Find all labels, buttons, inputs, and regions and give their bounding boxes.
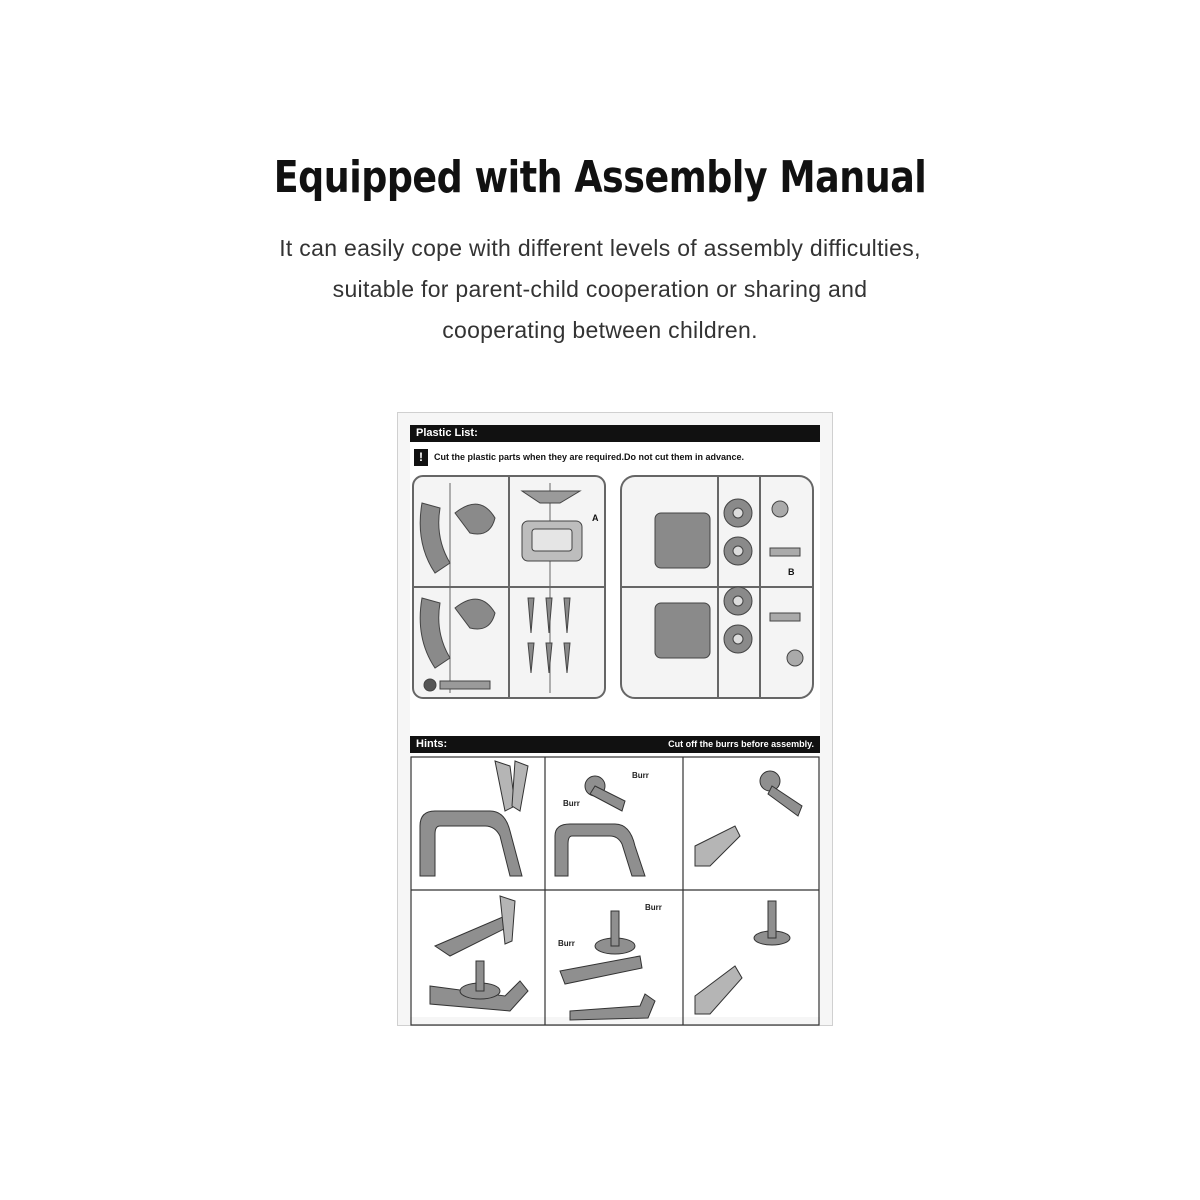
burr-label-1: Burr: [632, 771, 649, 780]
hints-label: Hints:: [416, 738, 448, 750]
description: [200, 228, 1000, 351]
description-line-2: suitable for parent-child cooperation or sharing and: [332, 276, 868, 302]
description-line-1: It can easily cope with different levels of assembly difficulties,: [279, 235, 921, 261]
sprue-diagram: [410, 473, 820, 721]
sprue-illustrations: [410, 473, 820, 721]
warning-text: Cut the plastic parts when they are required.Do not cut them in advance.: [434, 452, 745, 462]
hints-diagram: [410, 756, 820, 1026]
page-title: Equipped with Assembly Manual: [273, 152, 927, 203]
description-line-3: cooperating between children.: [442, 317, 758, 343]
assembly-manual-image: [397, 412, 833, 1026]
plastic-list-header: [410, 425, 820, 442]
hints-illustrations: [410, 756, 820, 1026]
hints-note: Cut off the burrs before assembly.: [668, 739, 814, 749]
burr-label-3: Burr: [645, 903, 662, 912]
burr-label-2: Burr: [563, 799, 580, 808]
sprue-a-letter: A: [592, 513, 599, 523]
warning-notice: [414, 448, 744, 466]
plastic-list-label: Plastic List:: [416, 427, 478, 439]
sprue-a: [413, 476, 605, 698]
warning-icon: !: [414, 449, 428, 466]
manual-sheet: [410, 425, 820, 1017]
hints-header: [410, 736, 820, 753]
sprue-b-letter: B: [788, 567, 795, 577]
burr-label-4: Burr: [558, 939, 575, 948]
